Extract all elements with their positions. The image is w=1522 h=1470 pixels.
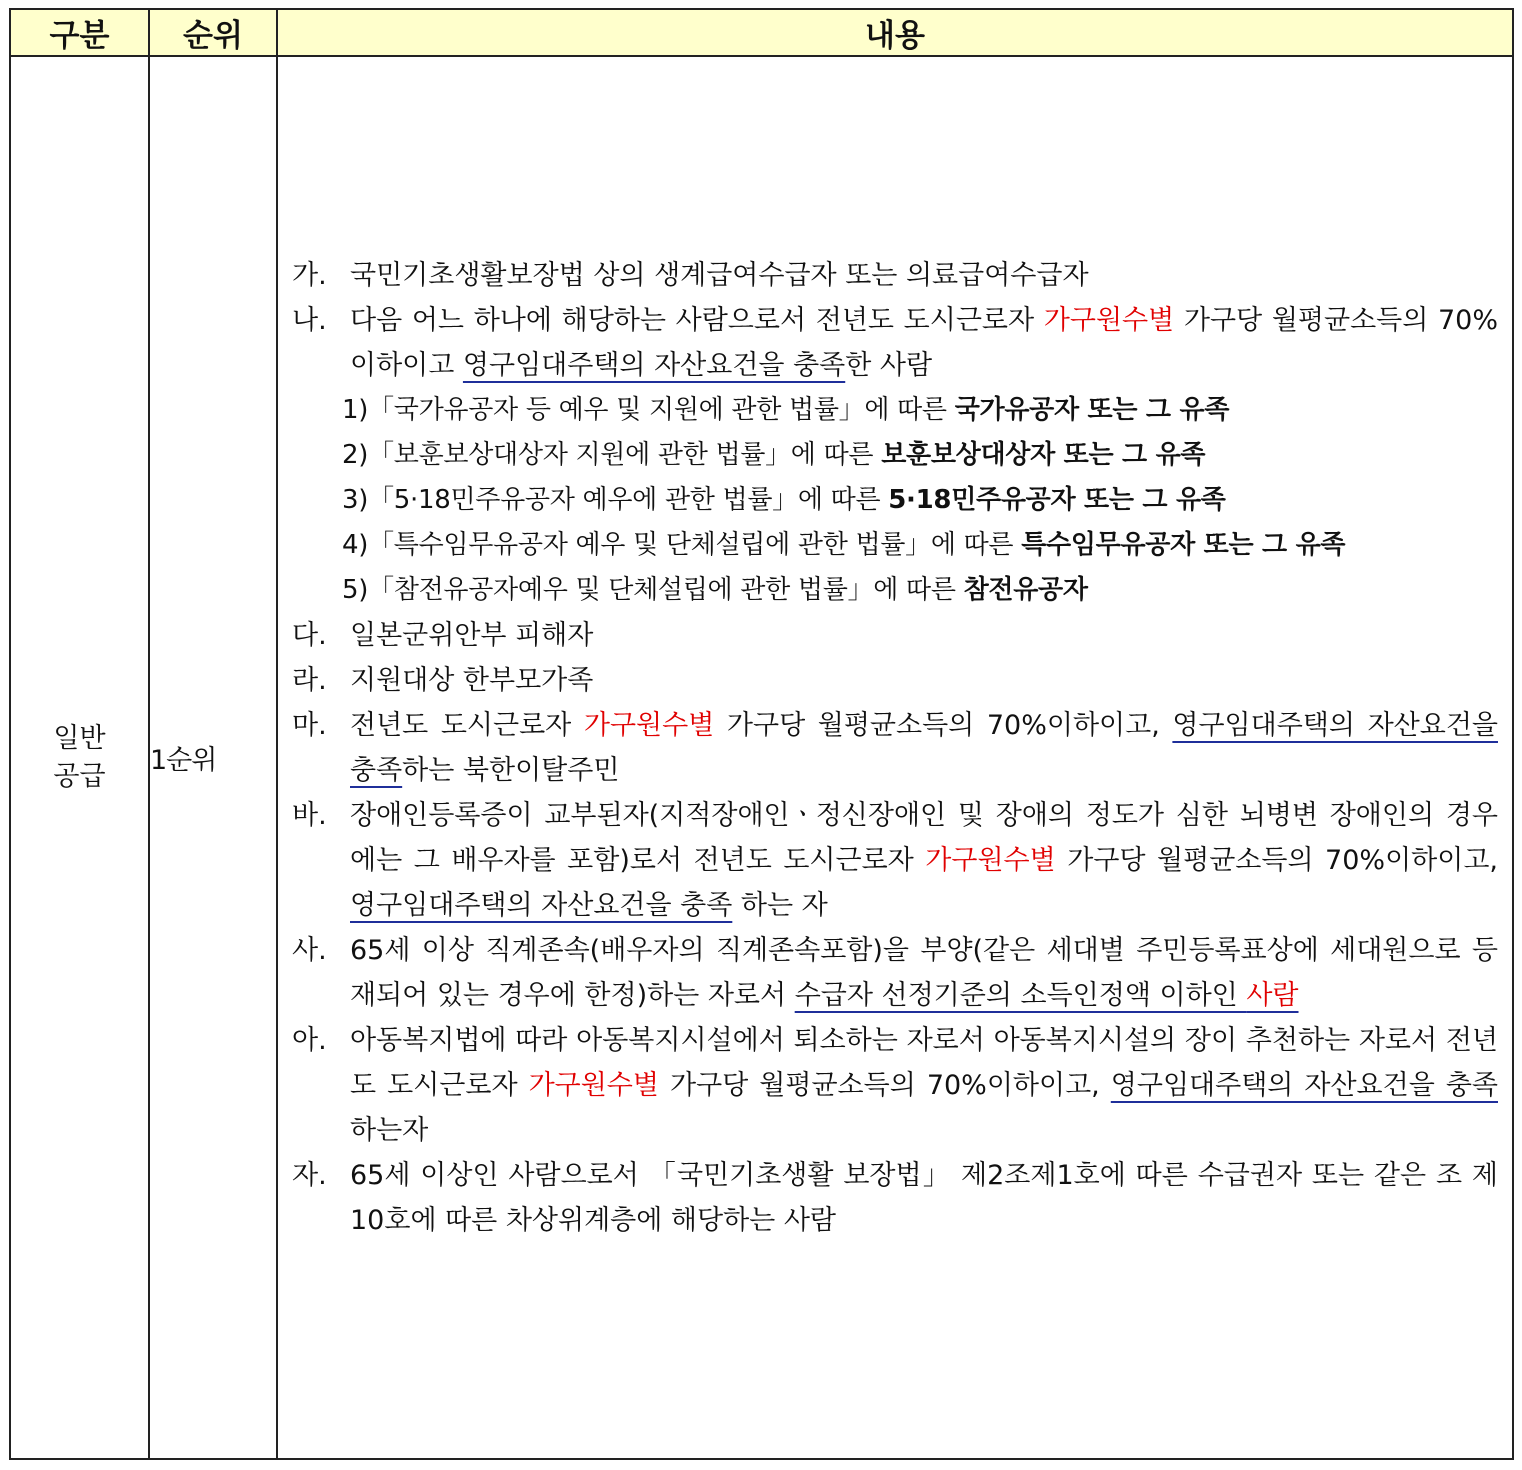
sub-item-2: 2)「보훈보상대상자 지원에 관한 법률」에 따른 보훈보상대상자 또는 그 유족 xyxy=(342,440,1206,470)
item-marker: 아. xyxy=(292,1025,327,1056)
header-content: 내용 xyxy=(277,9,1513,56)
item-ra xyxy=(292,658,1498,703)
item-text: 65세 이상 직계존속(배우자의 직계존속포함)을 부양(같은 세대별 주민등록표상에 세대원으로 등재되어 있는 경우에 한정)하는 자로서 xyxy=(350,935,1498,1011)
item-text: 가구당 월평균소득의 70%이하이고 xyxy=(350,305,1499,381)
item-text: 하는 자 xyxy=(732,890,828,921)
item-marker: 나. xyxy=(292,305,327,336)
item-ma xyxy=(292,703,1498,793)
item-ba xyxy=(292,793,1498,928)
content-cell xyxy=(277,56,1513,1459)
rank-cell: 1순위 xyxy=(149,56,277,1459)
item-marker: 마. xyxy=(292,710,327,741)
item-marker: 자. xyxy=(292,1160,327,1191)
item-marker: 바. xyxy=(292,800,327,831)
item-ja xyxy=(292,1153,1498,1243)
highlight-red: 가구원수별 xyxy=(583,710,715,741)
item-text: 가구당 월평균소득의 70%이하이고, xyxy=(1055,845,1498,876)
item-text: 일본군위안부 피해자 xyxy=(350,620,594,651)
highlight-red: 사람 xyxy=(1246,980,1299,1011)
item-text: 가구당 월평균소득의 70%이하이고, xyxy=(658,1070,1111,1101)
item-text: 전년도 도시근로자 xyxy=(350,710,584,741)
highlight-red: 가구원수별 xyxy=(1043,305,1175,336)
underlined-text: 수급자 선정기준의 소득인정액 이하인 사람 xyxy=(794,980,1299,1011)
highlight-red: 가구원수별 xyxy=(925,845,1056,876)
highlight-red: 가구원수별 xyxy=(528,1070,659,1101)
item-marker: 가. xyxy=(292,260,327,291)
table-row xyxy=(10,56,1513,1459)
item-marker: 사. xyxy=(292,935,327,966)
eligibility-table xyxy=(9,8,1514,1460)
item-a xyxy=(292,1018,1498,1153)
item-text: 한 사람 xyxy=(845,350,933,381)
item-text: 65세 이상인 사람으로서 「국민기초생활 보장법」 제2조제1호에 따른 수급권자 또는 같은 조 제10호에 따른 차상위계층에 해당하는 사람 xyxy=(350,1160,1498,1236)
underlined-text: 영구임대주택의 자산요건을 충족 xyxy=(1110,1070,1498,1101)
header-category: 구분 xyxy=(10,9,149,56)
item-text: 아동복지법에 따라 아동복지시설에서 퇴소하는 자로서 아동복지시설의 장이 추천하는 자로서 전년도 도시근로자 xyxy=(350,1025,1498,1101)
category-cell xyxy=(10,56,149,1459)
item-text: 지원대상 한부모가족 xyxy=(350,665,594,696)
item-text: 하는 북한이탈주민 xyxy=(402,755,620,786)
item-text: 하는자 xyxy=(350,1115,429,1146)
item-text: 다음 어느 하나에 해당하는 사람으로서 전년도 도시근로자 xyxy=(350,305,1044,336)
header-row xyxy=(10,9,1513,56)
sub-item-3: 3)「5·18민주유공자 예우에 관한 법률」에 따른 5·18민주유공자 또는 그 유족 xyxy=(342,485,1226,515)
category-line-1: 일반 xyxy=(53,722,106,754)
sub-item-5: 5)「참전유공자예우 및 단체설립에 관한 법률」에 따른 참전유공자 xyxy=(342,575,1088,605)
underlined-text: 영구임대주택의 자산요건을 충족 xyxy=(462,350,846,381)
item-text: 장애인등록증이 교부된자(지적장애인ㆍ정신장애인 및 장애의 정도가 심한 뇌병변 장애인의 경우에는 그 배우자를 포함)로서 전년도 도시근로자 xyxy=(350,800,1498,876)
underlined-text: 영구임대주택의 자산요건을 충족 xyxy=(350,710,1498,786)
item-ga xyxy=(292,253,1498,298)
item-marker: 다. xyxy=(292,620,327,651)
category-line-2: 공급 xyxy=(53,760,106,792)
item-da xyxy=(292,613,1498,658)
underlined-text: 영구임대주택의 자산요건을 충족 xyxy=(350,890,733,921)
item-sa xyxy=(292,928,1498,1018)
item-text: 국민기초생활보장법 상의 생계급여수급자 또는 의료급여수급자 xyxy=(350,260,1089,291)
sub-item-4: 4)「특수임무유공자 예우 및 단체설립에 관한 법률」에 따른 특수임무유공자 또는 그 유족 xyxy=(342,530,1346,560)
item-marker: 라. xyxy=(292,665,327,696)
header-rank: 순위 xyxy=(149,9,277,56)
sub-item-1: 1)「국가유공자 등 예우 및 지원에 관한 법률」에 따른 국가유공자 또는 그 유족 xyxy=(342,395,1230,425)
item-na xyxy=(292,298,1498,388)
item-text: 가구당 월평균소득의 70%이하이고, xyxy=(714,710,1173,741)
